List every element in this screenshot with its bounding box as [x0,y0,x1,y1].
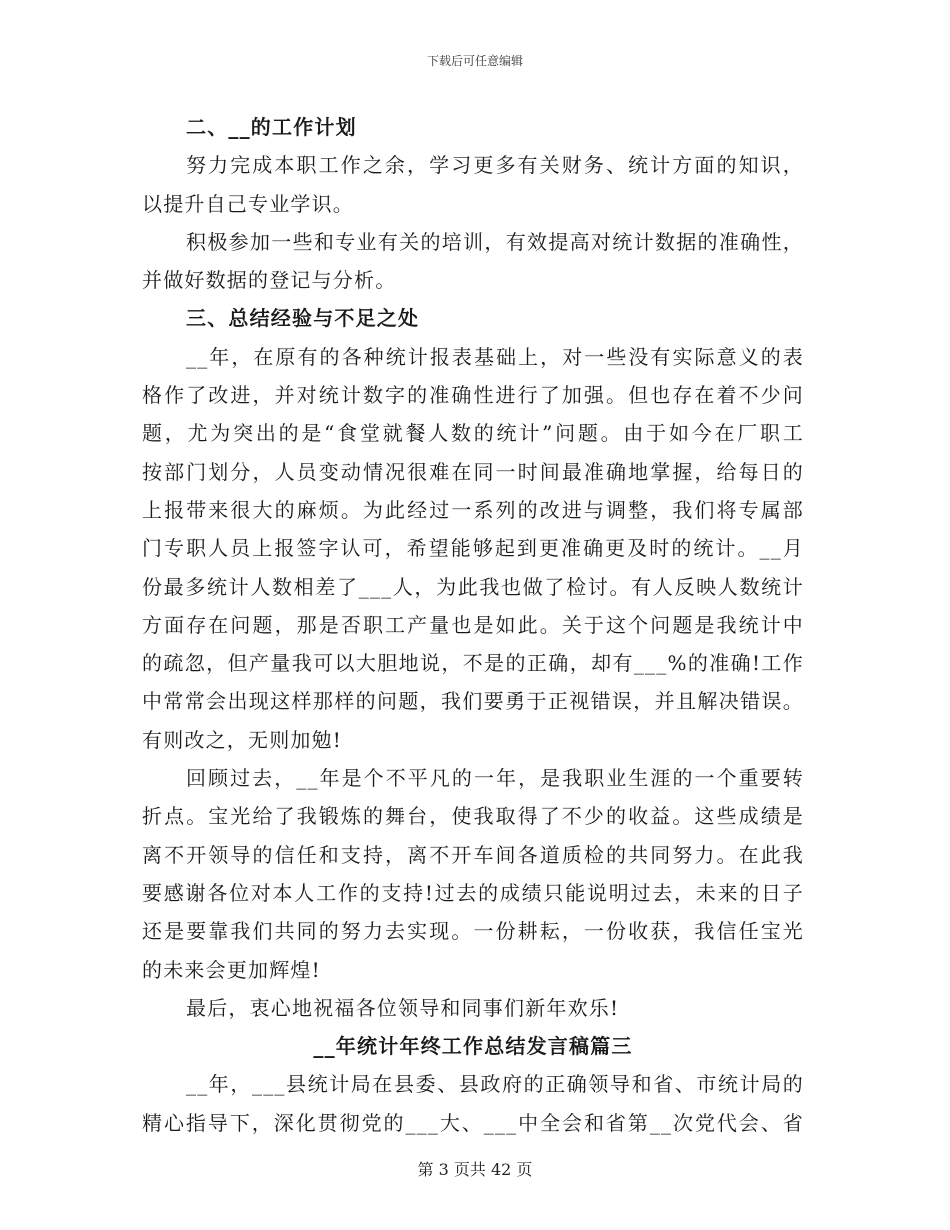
text-line: 以提升自己专业学识。 [142,191,354,216]
text-line: 还是要靠我们共同的努力去实现。一份耕耘，一份收获，我信任宝光 [142,919,804,944]
text-line: 精心指导下，深化贯彻党的___大、___中全会和省第__次党代会、省 [142,1110,804,1135]
text-line: 的疏忽，但产量我可以大胆地说，不是的正确，却有___%的准确!工作 [142,651,804,676]
text-line: 积极参加一些和专业有关的培训，有效提高对统计数据的准确性， [186,229,804,254]
text-line: 要感谢各位对本人工作的支持!过去的成绩只能说明过去，未来的日子 [142,880,804,905]
document-body [142,108,804,1142]
text-line: 题，尤为突出的是“食堂就餐人数的统计”问题。由于如今在厂职工 [142,421,804,446]
text-line: 离不开领导的信任和支持，离不开车间各道质检的共同努力。在此我 [142,842,804,867]
text-line: 回顾过去，__年是个不平凡的一年，是我职业生涯的一个重要转 [186,766,804,791]
section-heading: 三、总结经验与不足之处 [186,306,420,331]
text-line: __年，在原有的各种统计报表基础上，对一些没有实际意义的表 [186,344,804,369]
text-line: __年，___县统计局在县委、县政府的正确领导和省、市统计局的 [186,1072,804,1097]
text-line: 按部门划分，人员变动情况很难在同一时间最准确地掌握，给每日的 [142,459,804,484]
page-header: 下载后可任意编辑 [426,54,523,68]
page-footer: 第 3 页共 42 页 [417,1160,533,1179]
text-line: 努力完成本职工作之余，学习更多有关财务、统计方面的知识， [186,153,804,178]
text-line: 有则改之，无则加勉! [142,727,343,752]
text-line: 份最多统计人数相差了___人，为此我也做了检讨。有人反映人数统计 [142,574,804,599]
section-heading: 二、__的工作计划 [186,115,357,139]
text-line: 方面存在问题，那是否职工产量也是如此。关于这个问题是我统计中 [142,612,804,637]
text-line: 中常常会出现这样那样的问题，我们要勇于正视错误，并且解决错误。 [142,689,804,714]
text-line: 格作了改进，并对统计数字的准确性进行了加强。但也存在着不少问 [142,383,804,408]
section-heading: __年统计年终工作总结发言稿篇三 [313,1034,633,1059]
text-line: 折点。宝光给了我锻炼的舞台，使我取得了不少的收益。这些成绩是 [142,804,804,829]
text-line: 的未来会更加辉煌! [142,957,321,982]
text-line: 门专职人员上报签字认可，希望能够起到更准确更及时的统计。__月 [142,536,804,561]
text-line: 并做好数据的登记与分析。 [142,268,397,293]
text-line: 上报带来很大的麻烦。为此经过一系列的改进与调整，我们将专属部 [142,497,804,522]
text-line: 最后，衷心地祝福各位领导和同事们新年欢乐! [186,995,620,1020]
